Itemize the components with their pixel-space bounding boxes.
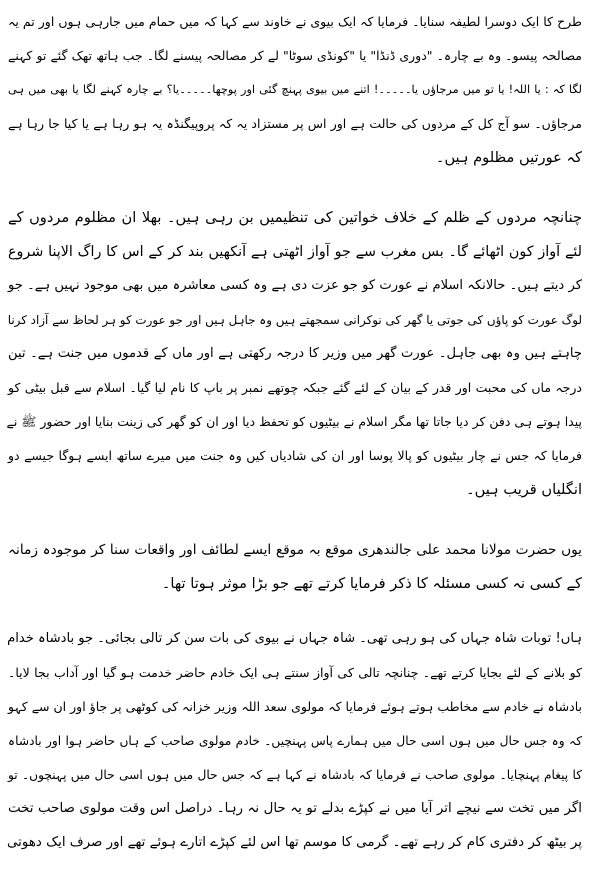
text-line: کہ وہ جس حال میں ہوں اسی حال میں ہمارے پاس پہنچیں۔ خادم مولوی صاحب کے ہاں حاضر ہوا اور بادشاہ [8,734,582,748]
text-line: انگلیاں قریب ہیں۔ [466,481,582,498]
text-line: کر دیتے ہیں۔ حالانکہ اسلام نے عورت کو جو عزت دی ہے وہ کسی معاشرہ میں بھی موجود نہیں ہے۔ جو [8,278,582,293]
text-line: یوں حضرت مولانا محمد علی جالندھری موقع بہ موقع ایسے لطائف اور واقعات سنا کر موجودہ زمانہ [8,542,582,558]
text-line: طرح کا ایک دوسرا لطیفہ سنایا۔ فرمایا کہ ایک بیوی نے خاوند سے کہا کہ میں حمام میں جارہی ہوں اور تم یہ [8,14,582,29]
text-line: پیدا ہوتے ہی دفن کر دیا جاتا تھا مگر اسلام نے بیٹیوں کو تحفظ دیا اور ان کو گھر کی زینت بنایا اور حضور ﷺ نے [6,414,582,429]
text-line: کہ عورتیں مظلوم ہیں۔ [435,149,582,166]
text-line: پر بیٹھ کر دفتری کام کر رہے تھے۔ گرمی کا موسم تھا اس لئے کپڑے اتارے ہوئے تھے اور صرف ایک دھوتی [7,835,582,850]
text-line: کو بلانے کے لئے بجایا کرتے تھے۔ چنانچہ تالی کی آواز سنتے ہی ایک خادم حاضر خدمت ہو گیا اور آداب بجا لایا۔ [8,665,582,680]
text-line: کے کسی نہ کسی مسئلہ کا ذکر فرمایا کرتے تھے جو بڑا موثر ہوتا تھا۔ [161,575,582,592]
text-line: بادشاہ نے خادم سے مخاطب ہوتے ہوئے فرمایا کہ مولوی سعد اللہ وزیر خزانہ کی کوٹھی پر جاؤ اور ان سے کہو [8,699,582,714]
text-line: درجہ ماں کی محبت اور قدر کے بیان کے لئے گئے جبکہ چوتھے نمبر پر باپ کا نام لیا گیا۔ اسلام سے قبل بیٹی کو [8,380,582,395]
text-line: چاہتے ہیں وہ بھی جاہل۔ عورت گھر میں وزیر کا درجہ رکھتی ہے اور ماں کے قدموں میں جنت ہے۔ تین [8,346,582,361]
text-line: فرمایا کہ جس نے چار بیٹیوں کو پالا پوسا اور ان کی شادیاں کیں وہ جنت میں میرے ساتھ ایسے ہوگا جیسے دو [8,448,582,463]
text-line: چنانچہ مردوں کے ظلم کے خلاف خواتین کی تنظیمیں بن رہی ہیں۔ بھلا ان مظلوم مردوں کے [8,209,582,226]
text-line: مصالحہ پیسو۔ وہ بے چارہ۔ "دوری ڈنڈا" یا "کونڈی سوٹا" لے کر مصالحہ پیسنے لگا۔ جب ہاتھ تھک گئے تو کہنے [8,48,582,63]
text-line: لوگ عورت کو پاؤں کی جوتی یا گھر کی نوکرانی سمجھتے ہیں وہ جاہل ہیں اور جو عورت کو ہر لحاظ سے آزاد کرنا [7,313,582,327]
text-line: ہاں! توبات شاہ جہاں کی ہو رہی تھی۔ شاہ جہاں نے بیوی کی بات سن کر تالی بجائی۔ جو بادشاہ خدام [7,631,582,646]
text-line: لگا کہ : یا اللہ! یا تو میں مرجاؤں یا۔۔۔۔۔! اتنے میں بیوی پہنچ گئی اور پوچھا۔۔۔۔۔یا؟ بے چارہ کہنے لگا یا بھی میں ہی [8,83,582,96]
text-line: اگر میں تخت سے نیچے اتر آیا میں نے کپڑے بدلے تو یہ حال نہ رہا۔ دراصل اس وقت مولوی صاحب تخت [8,801,582,816]
text-line: مرجاؤں۔ سو آج کل کے مردوں کی حالت ہے اور اس پر مستزاد یہ کہ پروپیگنڈہ یہ ہو رہا ہے یا کیا جا رہا ہے [8,116,582,131]
text-line: کا پیغام پہنچایا۔ مولوی صاحب نے فرمایا کہ بادشاہ نے کہا ہے کہ جس حال میں ہوں اسی حال میں پہنچوں۔ تو [8,768,582,782]
text-line: لئے آواز کون اٹھائے گا۔ بس مغرب سے جو آواز اٹھتی ہے آنکھیں بند کر کے اس کا راگ الاپنا شروع [8,244,582,260]
